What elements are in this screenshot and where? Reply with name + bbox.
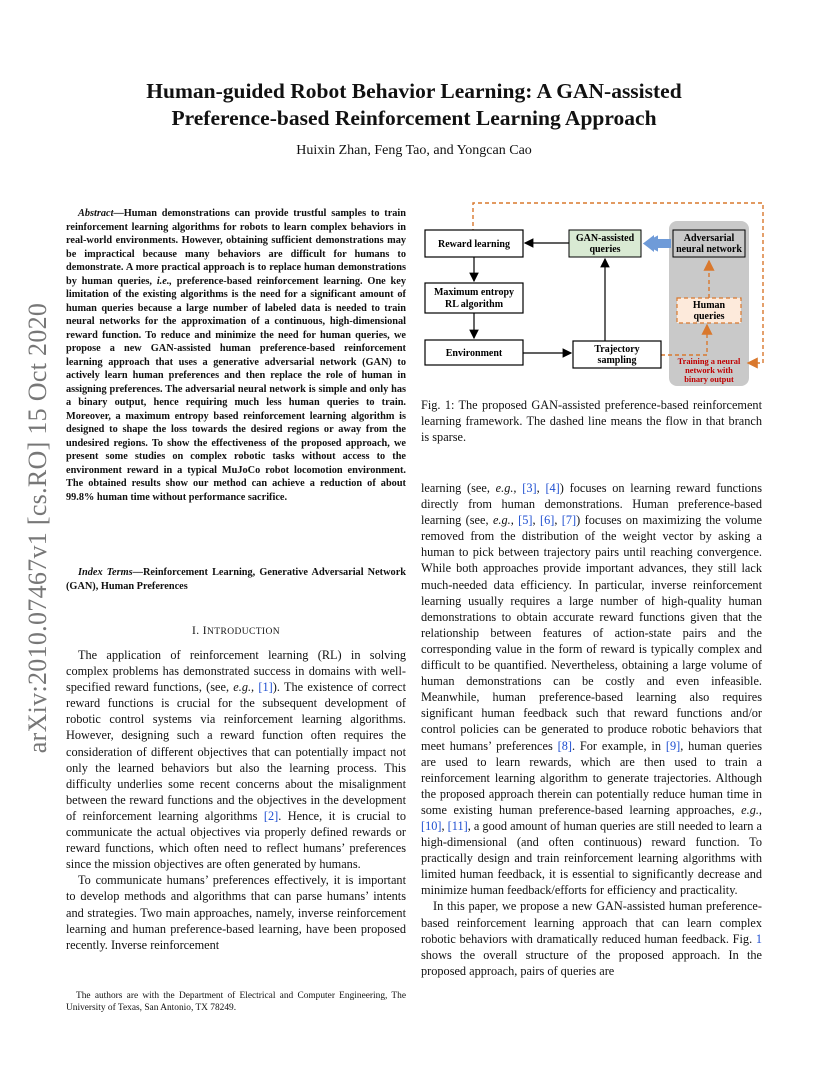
maxent-label-2: RL algorithm [444, 299, 504, 310]
trajectory-label-2: sampling [597, 355, 637, 366]
citation-link[interactable]: [1] [258, 680, 273, 695]
figure-caption: Fig. 1: The proposed GAN-assisted preference-based reinforcement learning framework. The dashed line means the flow in that branch is sparse. [421, 398, 762, 444]
text-run: . Hence, it is crucial to communicate the actual objectives via properly defined rewards or reward functions, which often need to reflect humans’ preferences since the mission objectives are often generated by humans. [66, 808, 406, 872]
text-run: learning (see, [421, 481, 496, 495]
right-column-body [421, 480, 762, 979]
text-run: , [536, 481, 546, 495]
training-note-1: Training a neural [677, 357, 741, 366]
authors: Huixin Zhan, Feng Tao, and Yongcan Cao [296, 143, 532, 158]
index-terms-text: —Reinforcement Learning, Generative Adversarial Network (GAN), Human Preferences [66, 567, 406, 592]
abstract [66, 207, 406, 504]
right-paragraph-2 [421, 898, 762, 978]
adversarial-label-2: neural network [676, 244, 742, 255]
adversarial-label-1: Adversarial [683, 233, 735, 244]
text-run: The application of reinforcement learning (RL) in solving complex problems has demonstrated success in domains with well-specified reward functions, (see, [66, 648, 406, 695]
intro-paragraph-2: To communicate humans’ preferences effectively, it is important to develop methods and algorithms that can parse humans’ intents and strategies. Two main approaches, namely, inverse reinforcement learning and human preference-based learning, have been proposed recently. Inverse reinforcement [66, 873, 406, 952]
text-run: ) focuses on learning reward functions directly from human demonstrations. Human preference-based learning (see, [421, 481, 762, 528]
index-terms [66, 566, 406, 593]
human-queries-label-2: queries [693, 311, 725, 322]
text-run: e.g., [492, 513, 514, 528]
citation-link[interactable]: [7] [561, 513, 577, 528]
text-run: , [554, 513, 562, 528]
text-run: e.g., [233, 680, 255, 695]
right-paragraph-1 [421, 480, 762, 898]
intro-paragraph-1 [66, 647, 406, 872]
abstract-text-b: preference-based reinforcement learning. One key limitation of the existing algorithms is the need for a significant amount of human queries because a large number of labeled data is needed to train neural networks for the approximation of a continuous, high-dimensional reward function. To reduce and minimize the need for human queries, we propose a new GAN-assisted human preference-based reinforcement learning approach that uses a generative adversarial network (GAN) to actively learn human preferences and then replace the role of human in assigning preferences. The adversarial neural network is simple and only has a binary output, hence requiring much less human queries to train. Moreover, a maximum entropy based reinforcement learning algorithm is designed to shape the loss towards the desired regions or away from the undesired regions. To show the effectiveness of the proposed approach, we present some studies on complex robotic tasks without access to the environment reward in a typical MuJoCo robot locomotion environment. The obtained results show our method can achieve a reduction of about 99.8% human time without performance sacrifice. [66, 275, 406, 503]
citation-link[interactable]: [9] [665, 738, 681, 753]
footnote: The authors are with the Department of Electrical and Computer Engineering, The University of Texas, San Antonio, TX 78249. [66, 991, 406, 1013]
abstract-label: Abstract [78, 208, 114, 219]
section-initial: I [202, 625, 207, 637]
text-run: ). The existence of correct reward functions is crucial for the subsequent development of robotic control systems via reinforcement learning algorithms. However, designing such a reward function often requires the consideration of different objectives that can potentially impact not only the learned behaviors but also the learning process. This difficulty underlies some recent concerns about the misalignment between the reward functions and the objectives in the development of reinforcement learning algorithms [66, 680, 406, 823]
text-run: , human queries are used to learn rewards, which are then used to train a reinforcement learning algorithm to generate trajectories. Although the proposed approach therein can potentially reduce human time in some existing human preference-based learning approaches, [421, 738, 762, 817]
maxent-label-1: Maximum entropy [433, 287, 515, 298]
arxiv-stamp: arXiv:2010.07467v1 [cs.RO] 15 Oct 2020 [23, 302, 52, 754]
abstract-ie: i.e., [156, 275, 172, 287]
trajectory-label-1: Trajectory [594, 344, 640, 355]
gan-queries-label-2: queries [589, 244, 621, 255]
citation-link[interactable]: [2] [263, 808, 279, 823]
text-run: ) focuses on maximizing the volume removed from the distribution of the weight vector by asking a human to pick between trajectory pairs until reaching convergence. While both approaches provide important advances, they still lack much-needed data efficiency. In particular, inverse reinforcement learning usually requires a large number of high-quality human demonstrations to obtain accurate reward functions given that the relationship between features of action-state pairs and the corresponding value in the form of reward is typically complex and difficult to be quantified. Nevertheless, obtaining a large volume of human demonstrations can be costly and even infeasible. Meanwhile, human preference-based learning also requires significant human feedback such that reward functions and/or control policies can be generated to produce robotic behaviors that meet humans’ preferences [421, 513, 762, 753]
figure-ref-link[interactable]: 1 [755, 931, 762, 946]
text-run: , [441, 818, 448, 833]
gan-queries-label-1: GAN-assisted [575, 233, 635, 244]
title-line-1: Human-guided Robot Behavior Learning: A GAN-assisted [146, 79, 682, 103]
citation-link[interactable]: [8] [557, 738, 572, 753]
abstract-text-a: —Human demonstrations can provide trustful samples to train reinforcement learning algorithms for robots to learn complex behaviors in real-world environments. However, obtaining sufficient demonstrations may be impractical because many behaviors are difficult for humans to demonstrate. A more practical approach is to replace human demonstrations by human queries, [66, 208, 406, 287]
paper-title [60, 78, 768, 132]
training-note-3: binary output [684, 375, 734, 384]
framework-figure [421, 193, 767, 393]
text-run: , [532, 513, 540, 528]
training-note-2: network with [685, 366, 733, 375]
citation-link[interactable]: [4] [545, 481, 560, 495]
environment-label: Environment [445, 348, 503, 359]
blue-arrow-head [643, 235, 654, 252]
section-heading [66, 625, 406, 637]
text-run: e.g., [741, 802, 762, 817]
text-run: In this paper, we propose a new GAN-assisted human preference-based reinforcement learning approach that can learn complex robotic behaviors with dramatically reduced human feedback. Fig. [421, 899, 762, 946]
citation-link[interactable]: [11] [447, 818, 468, 833]
citation-link[interactable]: [3] [522, 481, 537, 495]
text-run: , a good amount of human queries are still needed to learn a high-dimensional (and often continuous) reward function. To practically design and train reinforcement learning algorithms with limited human feedback, it is essential to significantly decrease and minimize human feedback/efforts for efficiency and practicality. [421, 818, 762, 898]
index-terms-label: Index Terms [78, 567, 133, 578]
section-numeral: I. [191, 625, 203, 637]
reward-learning-label: Reward learning [438, 239, 510, 250]
citation-link[interactable]: [6] [539, 513, 555, 528]
citation-link[interactable]: [10] [421, 818, 442, 833]
citation-link[interactable]: [5] [518, 513, 533, 528]
section-rest: NTRODUCTION [207, 627, 281, 637]
text-run: . For example, in [571, 738, 666, 753]
title-line-2: Preference-based Reinforcement Learning Approach [171, 106, 657, 130]
left-column-body [66, 647, 406, 953]
human-queries-label-1: Human [692, 300, 726, 311]
text-run: e.g., [495, 481, 517, 495]
text-run: shows the overall structure of the proposed approach. In the proposed approach, pairs of queries are [421, 947, 762, 978]
blue-arrow-shaft [653, 239, 671, 248]
